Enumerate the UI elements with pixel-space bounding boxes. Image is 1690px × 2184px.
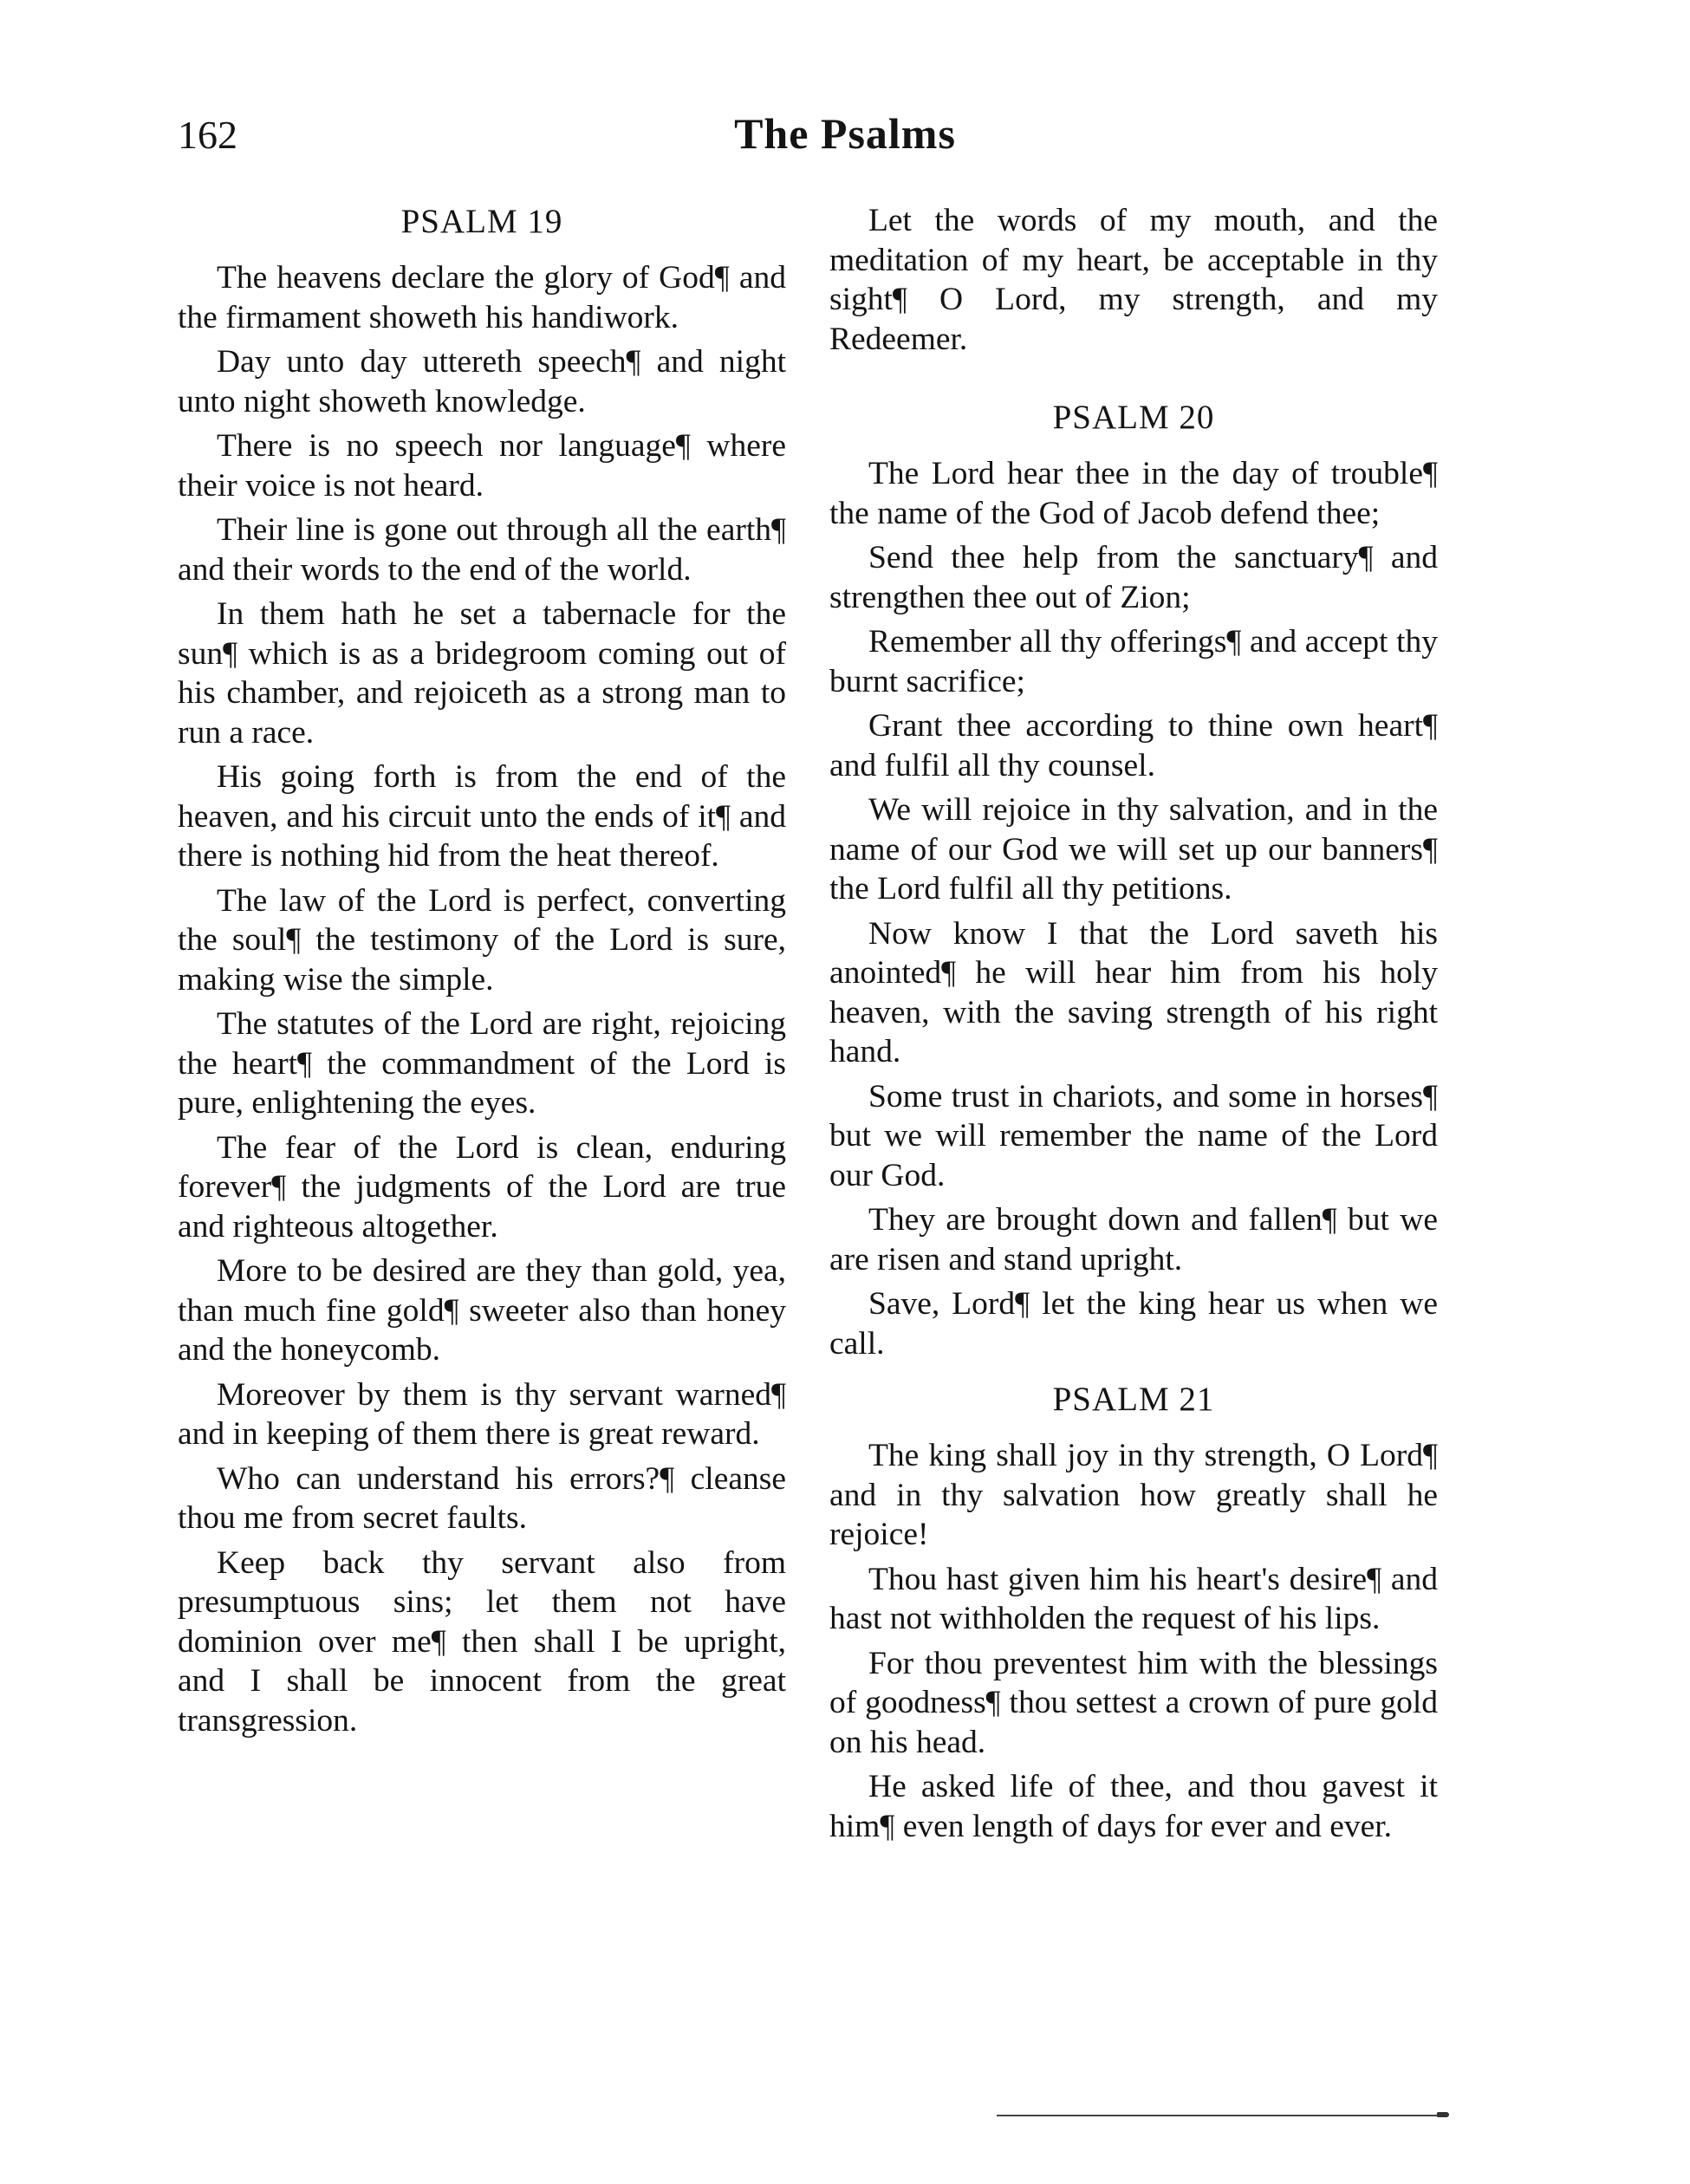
verse: More to be desired are they than gold, yea, than much fine gold¶ sweeter also than honey and the honeycomb. [178,1253,786,1368]
verse: They are brought down and fallen¶ but we are risen and stand upright. [829,1202,1438,1277]
right-column [829,201,1438,1851]
verse: Some trust in chariots, and some in horses¶ but we will remember the name of the Lord our God. [829,1078,1438,1193]
verse: The king shall joy in thy strength, O Lord¶ and in thy salvation how greatly shall he rejoice! [829,1438,1438,1552]
verse: The fear of the Lord is clean, enduring forever¶ the judgments of the Lord are true and righteous altogether. [178,1129,786,1245]
verse: Let the words of my mouth, and the meditation of my heart, be acceptable in thy sight¶ O Lord, my strength, and my Redeemer. [829,203,1438,357]
verse: He asked life of thee, and thou gavest it him¶ even length of days for ever and ever. [829,1769,1438,1844]
verse: Who can understand his errors?¶ cleanse thou me from secret faults. [178,1460,786,1536]
left-column [178,201,786,1745]
psalm-19-heading: PSALM 19 [400,203,563,240]
verse: Thou hast given him his heart's desire¶ and hast not withholden the request of his lips. [829,1561,1438,1636]
verse: Save, Lord¶ let the king hear us when we call. [829,1286,1438,1362]
footer-rule [997,2115,1447,2116]
verse: Grant thee according to thine own heart¶ and fulfil all thy counsel. [829,708,1438,783]
verse: Remember all thy offerings¶ and accept thy burnt sacrifice; [829,624,1438,699]
running-head: The Psalms [734,109,956,158]
verse: Moreover by them is thy servant warned¶ and in keeping of them there is great reward. [178,1376,786,1452]
verse: Keep back thy servant also from presumptuous sins; let them not have dominion over me¶ then shall I be upright, and I shall be innocent from the great transgression. [178,1544,786,1739]
psalm-20-heading: PSALM 20 [1052,399,1215,436]
verse: We will rejoice in thy salvation, and in the name of our God we will set up our banners¶ the Lord fulfil all thy petitions. [829,792,1438,907]
page-number: 162 [178,113,237,157]
verse: His going forth is from the end of the heaven, and his circuit unto the ends of it¶ and there is nothing hid from the heat thereof. [178,759,786,874]
verse: The Lord hear thee in the day of trouble¶ the name of the God of Jacob defend thee; [829,456,1438,531]
verse: The law of the Lord is perfect, converting the soul¶ the testimony of the Lord is sure, making wise the simple. [178,882,786,998]
psalm-21-heading: PSALM 21 [1052,1381,1215,1418]
verse: Now know I that the Lord saveth his anointed¶ he will hear him from his holy heaven, with the saving strength of his right hand. [829,915,1438,1069]
verse: The statutes of the Lord are right, rejoicing the heart¶ the commandment of the Lord is pure, enlightening the eyes. [178,1006,786,1121]
verse: There is no speech nor language¶ where their voice is not heard. [178,428,786,504]
verse: Their line is gone out through all the earth¶ and their words to the end of the world. [178,512,786,588]
verse: The heavens declare the glory of God¶ and the firmament showeth his handiwork. [178,260,786,335]
footer-rule-end [1437,2112,1449,2117]
verse: In them hath he set a tabernacle for the sun¶ which is as a bridegroom coming out of his chamber, and rejoiceth as a strong man to run a race. [178,596,786,751]
verse: Send thee help from the sanctuary¶ and strengthen thee out of Zion; [829,540,1438,615]
verse: For thou preventest him with the blessings of goodness¶ thou settest a crown of pure gold on his head. [829,1645,1438,1760]
verse: Day unto day uttereth speech¶ and night unto night showeth knowledge. [178,344,786,419]
